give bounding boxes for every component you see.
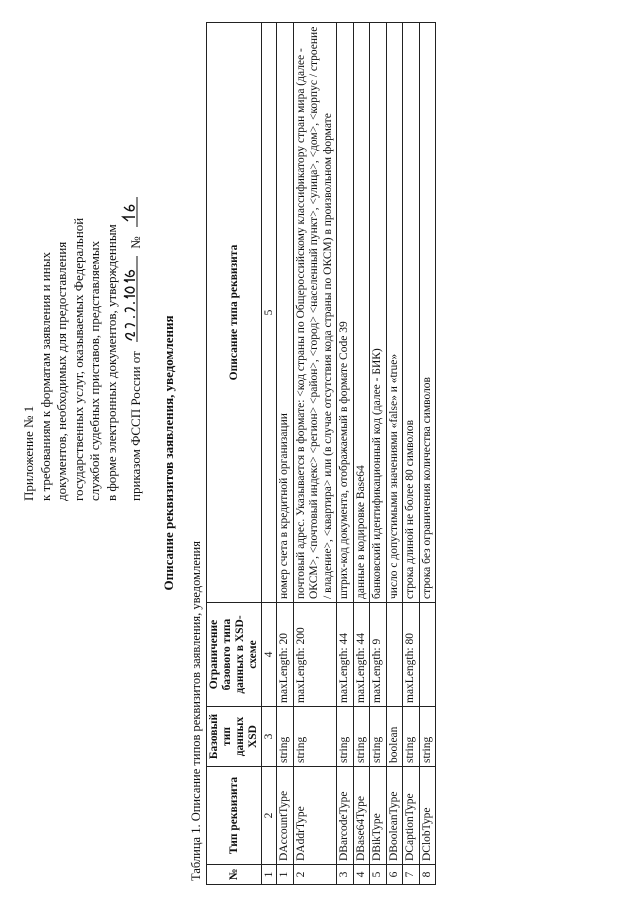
column-number: 5: [262, 22, 277, 602]
row-base-type: string: [353, 706, 370, 766]
row-number: 6: [386, 864, 403, 884]
row-type: DBooleanType: [386, 766, 403, 864]
row-base-type: string: [277, 706, 294, 766]
row-number: 5: [370, 864, 387, 884]
order-prefix: приказом ФССП России от: [128, 350, 143, 501]
row-description: строка без ограничения количества символов: [419, 22, 436, 602]
appendix-line: государственных услуг, оказываемых Федеральной: [70, 217, 86, 501]
table-row: [337, 22, 354, 884]
rotated-document-page: [15, 13, 625, 893]
row-type: DBarcodeType: [337, 766, 354, 864]
order-line: [120, 31, 145, 501]
header-type: Тип реквизита: [207, 766, 262, 864]
row-restriction: maxLength: 9: [370, 602, 387, 706]
row-base-type: boolean: [386, 706, 403, 766]
handwritten-number-signature: [120, 195, 140, 229]
row-description: данные в кодировке Base64: [353, 22, 370, 602]
row-base-type: string: [403, 706, 420, 766]
row-restriction: [419, 602, 436, 706]
appendix-line: документов, необходимых для предоставления: [54, 241, 69, 501]
handwritten-order-date: [120, 251, 145, 343]
row-restriction: [386, 602, 403, 706]
row-description: банковский идентификационный код (далее - БИК): [370, 22, 387, 602]
row-restriction: maxLength: 200: [293, 602, 337, 706]
column-number: 2: [262, 766, 277, 864]
row-number: 2: [293, 864, 337, 884]
row-type: DCaptionType: [403, 766, 420, 864]
row-base-type: string: [337, 706, 354, 766]
row-restriction: maxLength: 44: [337, 602, 354, 706]
table-row: [293, 22, 337, 884]
row-restriction: maxLength: 20: [277, 602, 294, 706]
table-row: [353, 22, 370, 884]
table-row: [277, 22, 294, 884]
row-description: номер счета в кредитной организации: [277, 22, 294, 602]
header-restriction: Ограничение базового типа данных в XSD-схеме: [207, 602, 262, 706]
appendix-title: Приложение № 1: [21, 405, 36, 501]
handwritten-order-number: [120, 195, 145, 229]
row-number: 3: [337, 864, 354, 884]
requisite-types-table: [206, 22, 436, 885]
row-number: 8: [419, 864, 436, 884]
table-header-row: [207, 22, 262, 884]
handwritten-date-signature: [120, 251, 140, 343]
column-number: 1: [262, 864, 277, 884]
row-base-type: string: [419, 706, 436, 766]
header-base-type: Базовый тип данных XSD: [207, 706, 262, 766]
table-row: [370, 22, 387, 884]
row-restriction: maxLength: 44: [353, 602, 370, 706]
appendix-line: службой судебных приставов, представляемых: [87, 240, 102, 501]
column-number: 3: [262, 706, 277, 766]
header-number: №: [207, 864, 262, 884]
row-description: число с допустимыми значениями «false» и «true»: [386, 22, 403, 602]
table-row: [419, 22, 436, 884]
table-row: [386, 22, 403, 884]
row-description: почтовый адрес. Указывается в формате: <код страны по Общероссийскому классификатору стран мира (далее - ОКСМ>, <почтовый индекс> <регион> <район>, <город> <населенный пункт>, <улица>, <дом>, <корпус / строение / владение>, <квартира> или (в случае отсутствия кода страны по ОКСМ) в произвольном формате: [293, 22, 337, 602]
order-number-prefix: №: [128, 235, 143, 249]
row-number: 1: [277, 864, 294, 884]
row-description: строка длиной не более 80 символов: [403, 22, 420, 602]
table-caption: Таблица 1. Описание типов реквизитов заявления, уведомления: [189, 540, 203, 881]
column-number-row: [262, 22, 277, 884]
row-type: DBikType: [370, 766, 387, 864]
appendix-line: в форме электронных документов, утвержденным: [103, 223, 119, 501]
appendix-line: к требованиям к форматам заявления и иных: [37, 251, 53, 501]
row-type: DClobType: [419, 766, 436, 864]
table-row: [403, 22, 420, 884]
row-type: DBase64Type: [353, 766, 370, 864]
row-number: 7: [403, 864, 420, 884]
row-type: DAccountType: [277, 766, 294, 864]
document-title: Описание реквизитов заявления, уведомления: [161, 315, 176, 590]
appendix-header: [21, 31, 145, 501]
row-number: 4: [353, 864, 370, 884]
row-base-type: string: [370, 706, 387, 766]
column-number: 4: [262, 602, 277, 706]
row-description: штрих-код документа, отображаемый в формате Code 39: [337, 22, 354, 602]
header-description: Описание типа реквизита: [207, 22, 262, 602]
row-base-type: string: [293, 706, 337, 766]
row-type: DAddrType: [293, 766, 337, 864]
row-restriction: maxLength: 80: [403, 602, 420, 706]
